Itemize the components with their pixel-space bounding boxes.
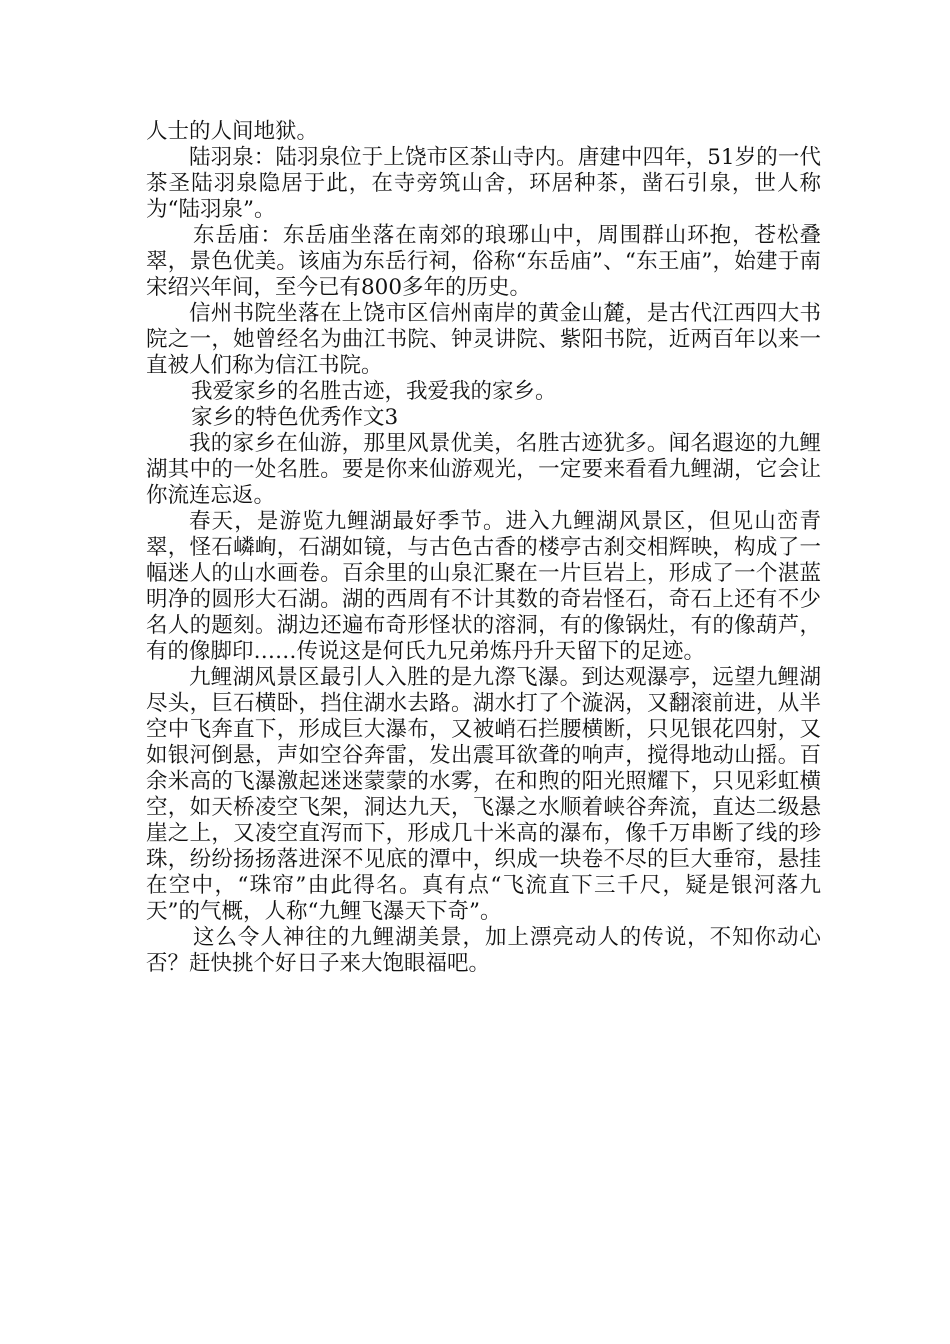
- paragraph-xianyou-intro: 我的家乡在仙游，那里风景优美，名胜古迹犹多。闻名遐迩的九鲤湖其中的一处名胜。要是你来仙游观光，一定要来看看九鲤湖，它会让你流连忘返。: [146, 431, 821, 508]
- paragraph-love-hometown: 我爱家乡的名胜古迹，我爱我的家乡。: [191, 379, 557, 404]
- essay-heading: 家乡的特色优秀作文3: [191, 405, 399, 430]
- paragraph-continuation: 人士的人间地狱。: [146, 119, 319, 144]
- paragraph-waterfall: 九鲤湖风景区最引人入胜的是九漈飞瀑。到达观瀑亭，远望九鲤湖尽头，巨石横卧，挡住湖水去路。湖水打了个漩涡，又翻滚前进，从半空中飞奔直下，形成巨大瀑布，又被峭石拦腰横断，只见银花四射，又如银河倒悬，声如空谷奔雷，发出震耳欲聋的响声，搅得地动山摇。百余米高的飞瀑激起迷迷蒙蒙的水雾，在和煦的阳光照耀下，只见彩虹横空，如天桥凌空飞架，洞达九天，飞瀑之水顺着峡谷奔流，直达二级悬崖之上，又凌空直泻而下，形成几十米高的瀑布，像千万串断了线的珍珠，纷纷扬扬落进深不见底的潭中，织成一块卷不尽的巨大垂帘，悬挂在空中，“珠帘”由此得名。真有点“飞流直下三千尺，疑是银河落九天”的气概，人称“九鲤飞瀑天下奇”。: [146, 665, 821, 924]
- paragraph-xinzhou-academy: 信州书院坐落在上饶市区信州南岸的黄金山麓，是古代江西四大书院之一，她曾经名为曲江书院、钟灵讲院、紫阳书院，近两百年以来一直被人们称为信江书院。: [146, 301, 821, 378]
- paragraph-spring-jiuli-lake: 春天，是游览九鲤湖最好季节。进入九鲤湖风景区，但见山峦青翠，怪石嶙峋，石湖如镜，与古色古香的楼亭古刹交相辉映，构成了一幅迷人的山水画卷。百余里的山泉汇聚在一片巨岩上，形成了一个湛蓝明净的圆形大石湖。湖的西周有不计其数的奇岩怪石，奇石上还有不少名人的题刻。湖边还遍布奇形怪状的溶洞，有的像锅灶，有的像葫芦，有的像脚印……传说这是何氏九兄弟炼丹升天留下的足迹。: [146, 509, 821, 664]
- paragraph-lu-yu-spring: 陆羽泉：陆羽泉位于上饶市区茶山寺内。唐建中四年，51岁的一代茶圣陆羽泉隐居于此，在寺旁筑山舍，环居种茶，凿石引泉，世人称为“陆羽泉”。: [146, 145, 821, 222]
- document-body: [146, 119, 821, 977]
- paragraph-dongyue-temple: 东岳庙：东岳庙坐落在南郊的琅琊山中，周围群山环抱，苍松叠翠，景色优美。该庙为东岳行祠，俗称“东岳庙”、“东王庙”，始建于南宋绍兴年间，至今已有800多年的历史。: [146, 223, 821, 300]
- paragraph-closing: 这么令人神往的九鲤湖美景，加上漂亮动人的传说，不知你动心否？赶快挑个好日子来大饱眼福吧。: [146, 925, 821, 976]
